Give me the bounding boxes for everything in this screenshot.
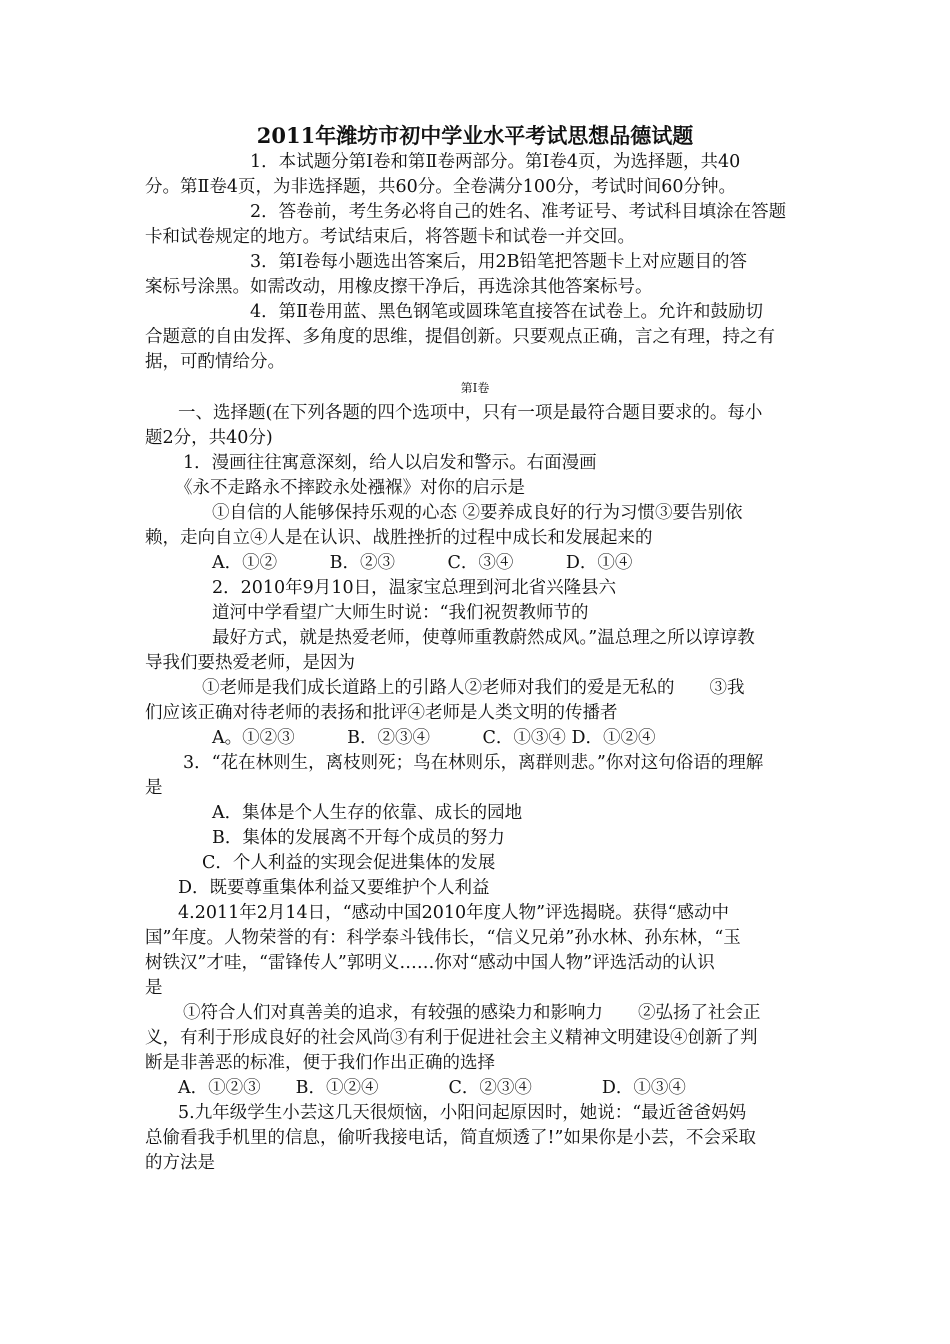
question-3-option-c: C．个人利益的实现会促进集体的发展	[202, 853, 496, 873]
section-intro-line-1: 一、选择题(在下列各题的四个选项中，只有一项是最符合题目要求的。每小	[178, 403, 763, 423]
question-2-options: A。①②③ B．②③④ C．①③④ D．①②④	[212, 728, 656, 748]
question-2-statements-line-2: 们应该正确对待老师的表扬和批评④老师是人类文明的传播者	[145, 703, 618, 723]
section-intro-line-2: 题2分，共40分)	[145, 428, 273, 448]
exam-title: 2011年潍坊市初中学业水平考试思想品德试题	[256, 123, 694, 148]
instruction-4-line-3: 据，可酌情给分。	[145, 352, 285, 372]
question-4-statements-line-3: 断是非善恶的标准，便于我们作出正确的选择	[145, 1053, 495, 1073]
instruction-1-line-2: 分。第Ⅱ卷4页，为非选择题，共60分。全卷满分100分，考试时间60分钟。	[145, 177, 736, 197]
question-4-stem-line-2: 国”年度。人物荣誉的有：科学泰斗钱伟长，“信义兄弟”孙水林、孙东林，“玉	[145, 928, 741, 948]
instruction-4-line-1: 4．第Ⅱ卷用蓝、黑色钢笔或圆珠笔直接答在试卷上。允许和鼓励切	[250, 302, 764, 322]
question-5-stem-line-1: 5.九年级学生小芸这几天很烦恼，小阳问起原因时，她说：“最近爸爸妈妈	[178, 1103, 747, 1123]
question-1-options: A．①② B．②③ C．③④ D．①④	[212, 553, 633, 573]
question-4-stem-line-3: 树铁汉”才哇，“雷锋传人”郭明义……你对“感动中国人物”评选活动的认识	[145, 953, 715, 973]
question-4-stem-line-1: 4.2011年2月14日，“感动中国2010年度人物”评选揭晓。获得“感动中	[178, 903, 730, 923]
question-2-stem-line-1: 2．2010年9月10日，温家宝总理到河北省兴隆县六	[212, 578, 617, 598]
question-3-option-a: A．集体是个人生存的依靠、成长的园地	[212, 803, 523, 823]
question-5-stem-line-3: 的方法是	[145, 1153, 215, 1173]
question-1-stem-line-1: 1．漫画往往寓意深刻，给人以启发和警示。右面漫画	[183, 453, 597, 473]
question-5-stem-line-2: 总偷看我手机里的信息，偷听我接电话，简直烦透了!”如果你是小芸，不会采取	[145, 1128, 756, 1148]
question-1-statements-line-2: 赖，走向自立④人是在认识、战胜挫折的过程中成长和发展起来的	[145, 528, 653, 548]
instruction-2-line-2: 卡和试卷规定的地方。考试结束后，将答题卡和试卷一并交回。	[145, 227, 635, 247]
instruction-3-line-1: 3．第Ⅰ卷每小题选出答案后，用2B铅笔把答题卡上对应题目的答	[250, 252, 748, 272]
question-2-stem-line-3: 最好方式，就是热爱老师，使尊师重教蔚然成风。”温总理之所以谆谆教	[212, 628, 755, 648]
question-3-stem-line-2: 是	[145, 778, 163, 798]
instruction-3-line-2: 案标号涂黑。如需改动，用橡皮擦干净后，再选涂其他答案标号。	[145, 277, 653, 297]
instruction-1-line-1: 1．本试题分第Ⅰ卷和第Ⅱ卷两部分。第Ⅰ卷4页，为选择题，共40	[250, 152, 741, 172]
section-heading: 第Ⅰ卷	[460, 381, 490, 395]
instruction-4-line-2: 合题意的自由发挥、多角度的思维，提倡创新。只要观点正确，言之有理，持之有	[145, 327, 775, 347]
question-2-stem-line-2: 道河中学看望广大师生时说：“我们祝贺教师节的	[212, 603, 589, 623]
question-1-statements-line-1: ①自信的人能够保持乐观的心态 ②要养成良好的行为习惯③要告别依	[212, 503, 743, 523]
question-4-statements-line-1: ①符合人们对真善美的追求，有较强的感染力和影响力 ②弘扬了社会正	[183, 1003, 761, 1023]
question-2-stem-line-4: 导我们要热爱老师，是因为	[145, 653, 355, 673]
question-3-stem-line-1: 3．“花在林则生，离枝则死；鸟在林则乐，离群则悲。”你对这句俗语的理解	[183, 753, 764, 773]
instruction-2-line-1: 2．答卷前，考生务必将自己的姓名、准考证号、考试科目填涂在答题	[250, 202, 787, 222]
question-3-option-d: D．既要尊重集体利益又要维护个人利益	[178, 878, 490, 898]
question-2-statements-line-1: ①老师是我们成长道路上的引路人②老师对我们的爱是无私的 ③我	[202, 678, 745, 698]
question-4-stem-line-4: 是	[145, 978, 163, 998]
question-4-options: A．①②③ B．①②④ C．②③④ D．①③④	[178, 1078, 686, 1098]
question-1-stem-line-2: 《永不走路永不摔跤永处襁褓》对你的启示是	[175, 478, 525, 498]
question-3-option-b: B．集体的发展离不开每个成员的努力	[212, 828, 505, 848]
question-4-statements-line-2: 义，有利于形成良好的社会风尚③有利于促进社会主义精神文明建设④创新了判	[145, 1028, 758, 1048]
